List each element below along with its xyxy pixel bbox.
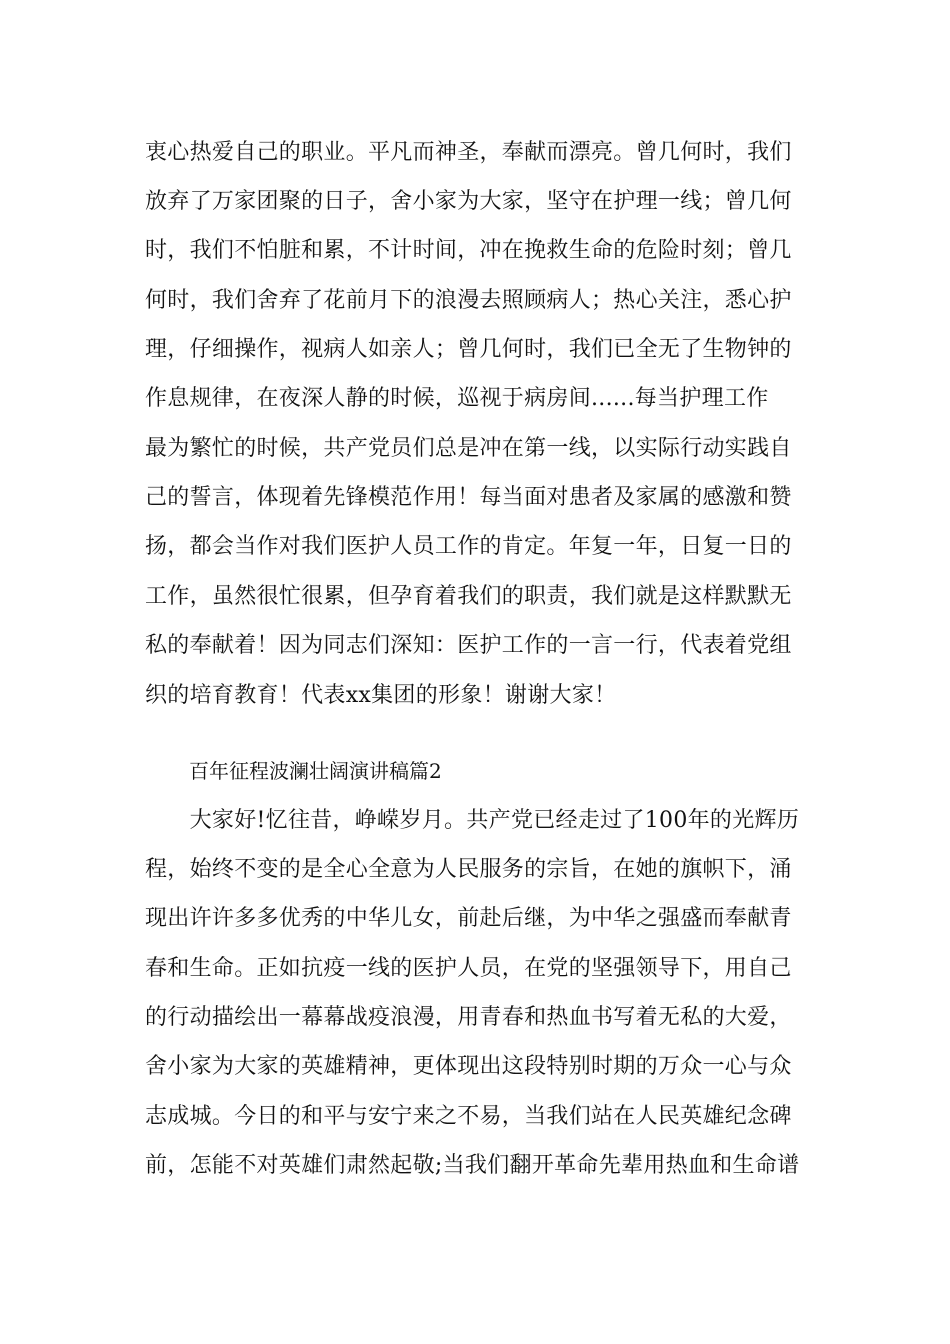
paragraph-line: 前，怎能不对英雄们肃然起敬;当我们翻开革命先辈用热血和生命谱 [145,1153,800,1178]
paragraph-line: 织的培育教育！代表xx集团的形象！谢谢大家！ [145,683,617,708]
paragraph-line: 现出许许多多优秀的中华儿女，前赴后继，为中华之强盛而奉献青 [145,906,792,931]
section-heading: 百年征程波澜壮阔演讲稿篇2 [189,759,442,783]
paragraph-line: 私的奉献着！因为同志们深知：医护工作的一言一行，代表着党组 [145,633,792,658]
paragraph-line: 舍小家为大家的英雄精神，更体现出这段特别时期的万众一心与众 [145,1054,792,1079]
paragraph-line: 工作，虽然很忙很累，但孕育着我们的职责，我们就是这样默默无 [145,584,792,609]
paragraph-line: 大家好!忆往昔，峥嵘岁月。共产党已经走过了100年的光辉历 [145,808,800,833]
paragraph-line: 志成城。今日的和平与安宁来之不易，当我们站在人民英雄纪念碑 [145,1104,792,1129]
paragraph-line: 春和生命。正如抗疫一线的医护人员，在党的坚强领导下，用自己 [145,956,792,981]
paragraph-line: 程，始终不变的是全心全意为人民服务的宗旨，在她的旗帜下，涌 [145,857,792,882]
paragraph-line: 的行动描绘出一幕幕战疫浪漫，用青春和热血书写着无私的大爱， [145,1005,792,1030]
paragraph-line: 己的誓言，体现着先锋模范作用！每当面对患者及家属的感激和赞 [145,485,792,510]
paragraph-line: 衷心热爱自己的职业。平凡而神圣，奉献而漂亮。曾几何时，我们 [145,140,792,165]
paragraph-line: 作息规律，在夜深人静的时候，巡视于病房间......每当护理工作 [145,386,769,411]
paragraph-line: 扬，都会当作对我们医护人员工作的肯定。年复一年，日复一日的 [145,534,792,559]
paragraph-line: 最为繁忙的时候，共产党员们总是冲在第一线，以实际行动实践自 [145,436,792,461]
paragraph-line: 理，仔细操作，视病人如亲人；曾几何时，我们已全无了生物钟的 [145,337,792,362]
paragraph-line: 时，我们不怕脏和累，不计时间，冲在挽救生命的危险时刻；曾几 [145,238,792,263]
paragraph-line: 何时，我们舍弃了花前月下的浪漫去照顾病人；热心关注，悉心护 [145,288,792,313]
paragraph-line: 放弃了万家团聚的日子，舍小家为大家，坚守在护理一线；曾几何 [145,189,792,214]
